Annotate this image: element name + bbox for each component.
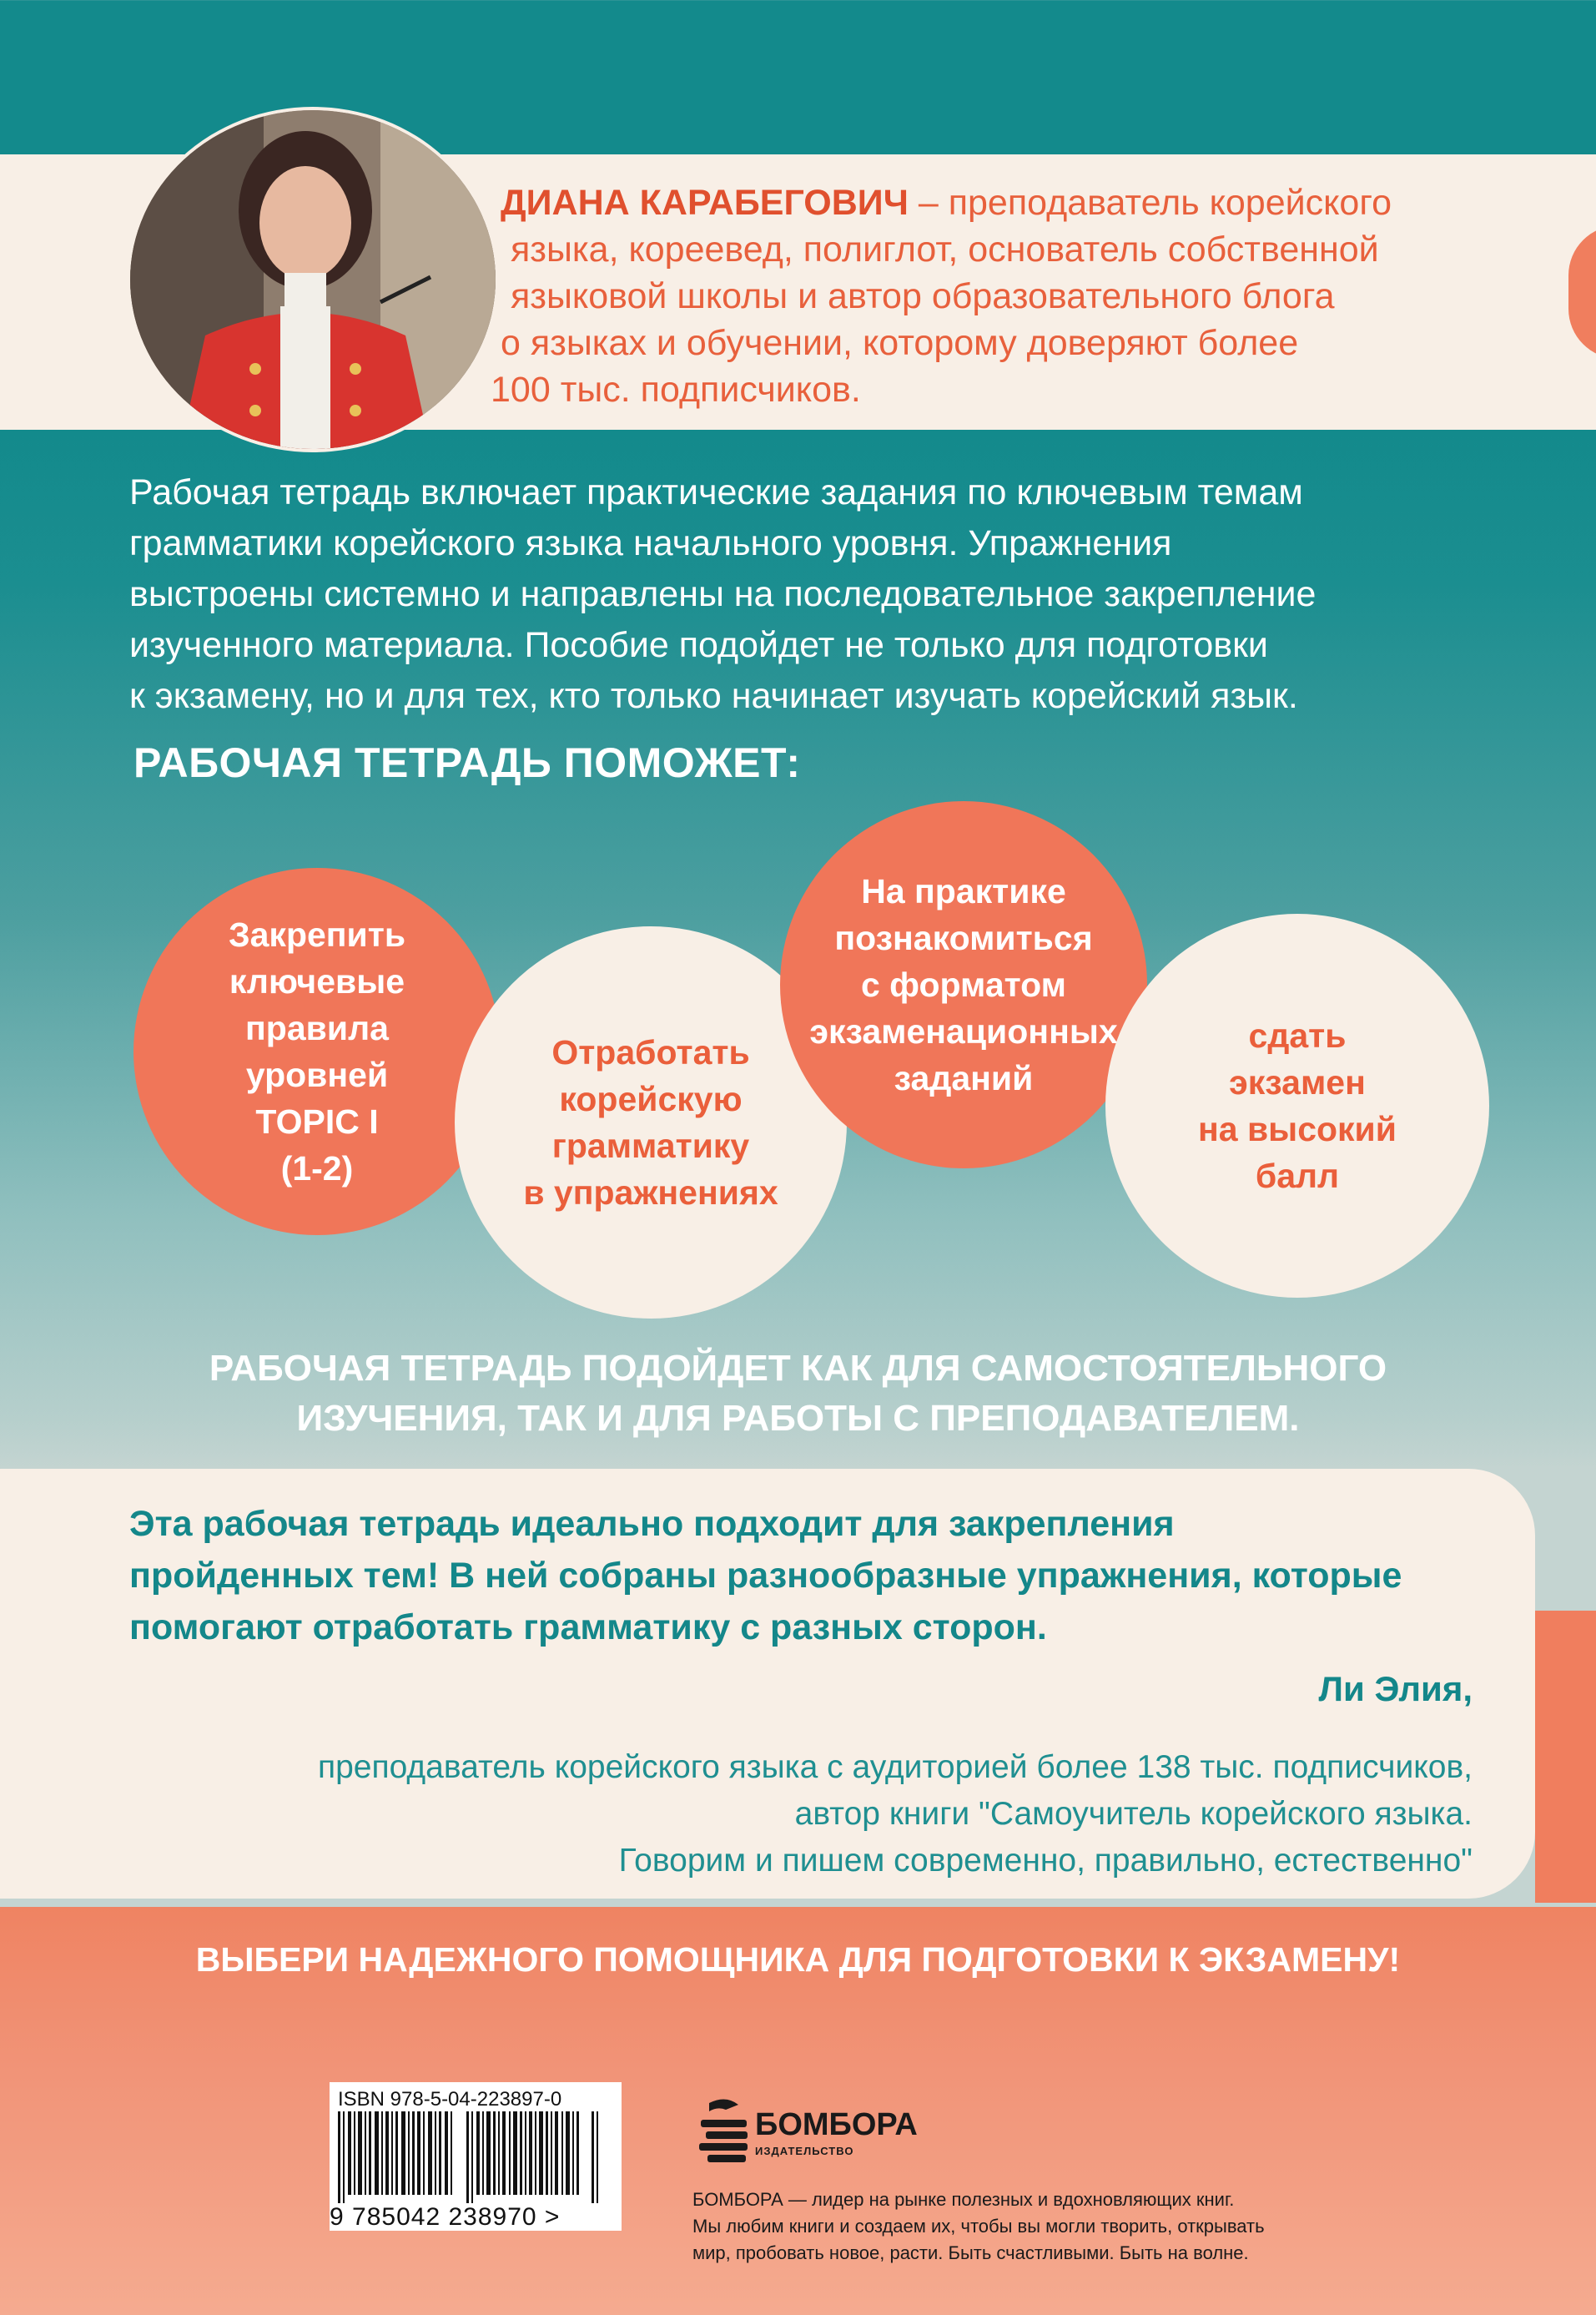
barcode-icon [338, 2111, 605, 2203]
publisher-line: БОМБОРА — лидер на рынке полезных и вдохновляющих книг. [692, 2189, 1235, 2210]
publisher-line: мир, пробовать новое, расти. Быть счастливыми. Быть на волне. [692, 2242, 1249, 2263]
benefit-circle-rules [133, 868, 501, 1235]
intro-paragraph [129, 467, 1481, 722]
benefit-line: правила [245, 1009, 389, 1047]
publisher-line: Мы любим книги и создаем их, чтобы вы могли творить, открывать [692, 2216, 1265, 2237]
intro-line: грамматики корейского языка начального уровня. Упражнения [129, 523, 1172, 563]
benefit-line: экзамен [1229, 1063, 1366, 1102]
author-photo [127, 107, 499, 452]
role-line: автор книги "Самоучитель корейского языка. [794, 1796, 1473, 1832]
bio-line: языка, кореевед, полиглот, основатель собственной [511, 229, 1379, 270]
bio-line: о языках и обучении, которому доверяют более [501, 323, 1299, 363]
helps-heading: РАБОЧАЯ ТЕТРАДЬ ПОМОЖЕТ: [133, 739, 801, 786]
author-bio [491, 179, 1468, 413]
quote-line: Эта рабочая тетрадь идеально подходит для закрепления [129, 1504, 1175, 1544]
bio-line: языковой школы и автор образовательного блога [511, 276, 1335, 316]
testimonial-author-role [125, 1744, 1473, 1884]
suitability-line: ИЗУЧЕНИЯ, ТАК И ДЛЯ РАБОТЫ С ПРЕПОДАВАТЕЛЕМ. [296, 1398, 1300, 1439]
benefit-line: Отработать [551, 1033, 750, 1072]
author-portrait-illustration [130, 110, 496, 449]
benefit-line: (1-2) [280, 1149, 354, 1188]
benefit-line: экзаменационных [809, 1012, 1118, 1051]
call-to-action: ВЫБЕРИ НАДЕЖНОГО ПОМОЩНИКА ДЛЯ ПОДГОТОВКИ К ЭКЗАМЕНУ! [195, 1940, 1401, 1979]
bio-line: 100 тыс. подписчиков. [491, 370, 861, 410]
benefit-line: грамматику [551, 1127, 750, 1165]
role-line: преподаватель корейского языка с аудиторией более 138 тыс. подписчиков, [317, 1749, 1473, 1785]
author-name: ДИАНА КАРАБЕГОВИЧ [501, 183, 909, 223]
intro-line: выстроены системно и направлены на последовательное закрепление [129, 574, 1317, 614]
benefit-line: на высокий [1198, 1110, 1397, 1148]
isbn-label: ISBN 978-5-04-223897-0 [338, 2088, 562, 2111]
benefit-circle-score [1105, 914, 1489, 1298]
benefit-line: с форматом [860, 966, 1067, 1004]
benefit-line: заданий [894, 1059, 1034, 1097]
benefit-line: ключевые [229, 962, 405, 1001]
suitability-statement [0, 1344, 1596, 1444]
publisher-logo-name: БОМБОРА [755, 2107, 918, 2142]
benefit-circle-format [780, 801, 1147, 1168]
benefit-line: Закрепить [228, 915, 406, 954]
intro-line: Рабочая тетрадь включает практические задания по ключевым темам [129, 472, 1303, 512]
decorative-side-strip [1535, 1611, 1596, 1903]
quote-line: пройденных тем! В ней собраны разнообразные упражнения, которые [129, 1556, 1402, 1596]
intro-line: к экзамену, но и для тех, кто только начинает изучать корейский язык. [129, 676, 1298, 716]
quote-line: помогают отработать грамматику с разных сторон. [129, 1607, 1047, 1647]
bio-line [501, 179, 1468, 226]
testimonial-author: Ли Элия, [1318, 1669, 1473, 1708]
benefit-line: сдать [1248, 1016, 1347, 1055]
benefit-line: На практике [861, 872, 1066, 910]
testimonial-quote [129, 1498, 1481, 1653]
bio-text: – преподаватель корейского [908, 183, 1392, 223]
benefit-line: TOPIC I [255, 1102, 379, 1141]
publisher-description [692, 2186, 1443, 2267]
benefit-line: в упражнениях [523, 1173, 778, 1212]
benefit-line: балл [1255, 1157, 1340, 1195]
intro-line: изученного материала. Пособие подойдет не только для подготовки [129, 625, 1268, 665]
suitability-line: РАБОЧАЯ ТЕТРАДЬ ПОДОЙДЕТ КАК ДЛЯ САМОСТОЯТЕЛЬНОГО [209, 1348, 1387, 1389]
publisher-logo-sub: ИЗДАТЕЛЬСТВО [755, 2145, 854, 2157]
benefit-line: познакомиться [834, 919, 1093, 957]
role-line: Говорим и пишем современно, правильно, естественно" [618, 1843, 1473, 1879]
benefit-line: уровней [245, 1056, 389, 1094]
benefit-line: корейскую [559, 1080, 743, 1118]
isbn-number: 9 785042 238970 > [330, 2203, 561, 2231]
